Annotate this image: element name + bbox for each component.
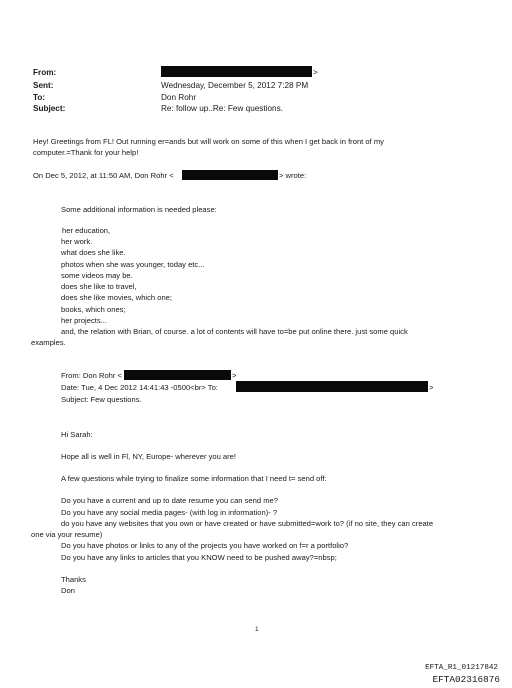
quote2-to-suffix: > <box>429 383 434 392</box>
quote2-date-line: Date: Tue, 4 Dec 2012 14:41:43 -0500<br> To: <box>61 383 218 392</box>
greeting: Hi Sarah: <box>61 430 93 439</box>
quote2-from-prefix: From: Don Rohr < <box>61 371 122 380</box>
sent-label: Sent: <box>33 81 54 90</box>
list-item: does she like movies, which one; <box>61 293 173 302</box>
few-questions-line: A few questions while trying to finalize some information that I need t= send off: <box>61 474 327 483</box>
signature: Don <box>61 586 75 595</box>
redaction-block <box>236 381 428 392</box>
quote2-subject: Subject: Few questions. <box>61 395 142 404</box>
attribution-prefix: On Dec 5, 2012, at 11:50 AM, Don Rohr < <box>33 171 174 180</box>
redaction-block <box>124 370 231 380</box>
quote2-from-suffix: > <box>232 371 237 380</box>
list-item: her projects... <box>61 316 108 325</box>
reply-line-1: Hey! Greetings from FL! Out running er=ands but will work on some of this when I get back in front of my <box>33 137 384 146</box>
redaction-block <box>182 170 278 180</box>
question-line: Do you have any social media pages- (with log in information)- ? <box>61 508 278 517</box>
info-request-intro: Some additional information is needed please: <box>61 205 217 214</box>
question-line: do you have any websites that you own or have created or have submitted=work to? (if no site, they can create <box>61 519 434 528</box>
question-line: Do you have any links to articles that you KNOW need to be pushed away?=nbsp; <box>61 553 337 562</box>
bates-number-2: EFTA02316876 <box>432 674 500 685</box>
thanks: Thanks <box>61 575 86 584</box>
list-item: her work. <box>61 237 93 246</box>
bates-number-1: EFTA_R1_01217842 <box>425 664 498 672</box>
list-item: what does she like. <box>61 248 126 257</box>
question-line: Do you have photos or links to any of the projects you have worked on f=r a portfolio? <box>61 541 349 550</box>
question-line: one via your resume) <box>31 530 103 539</box>
reply-line-2: computer.=Thank for your help! <box>33 148 139 157</box>
list-item: does she like to travel, <box>61 282 137 291</box>
from-suffix: > <box>313 68 318 77</box>
from-label: From: <box>33 68 57 77</box>
question-line: Do you have a current and up to date resume you can send me? <box>61 496 278 505</box>
closing-line-1: and, the relation with Brian, of course. a lot of contents will have to=be put online there. just some quick <box>61 327 408 336</box>
redaction-block <box>161 66 312 77</box>
page-number: 1 <box>255 626 259 633</box>
hope-line: Hope all is well in Fl, NY, Europe- wherever you are! <box>61 452 237 461</box>
attribution-suffix: > wrote: <box>279 171 307 180</box>
subject-label: Subject: <box>33 104 66 113</box>
subject-value: Re: follow up..Re: Few questions. <box>161 104 283 113</box>
list-item: photos when she was younger, today etc... <box>61 260 205 269</box>
list-item: some videos may be. <box>61 271 133 280</box>
sent-value: Wednesday, December 5, 2012 7:28 PM <box>161 81 309 90</box>
to-value: Don Rohr <box>161 93 197 102</box>
to-label: To: <box>33 93 46 102</box>
list-item: her education, <box>62 226 111 235</box>
closing-line-2: examples. <box>31 338 66 347</box>
list-item: books, which ones; <box>61 305 126 314</box>
